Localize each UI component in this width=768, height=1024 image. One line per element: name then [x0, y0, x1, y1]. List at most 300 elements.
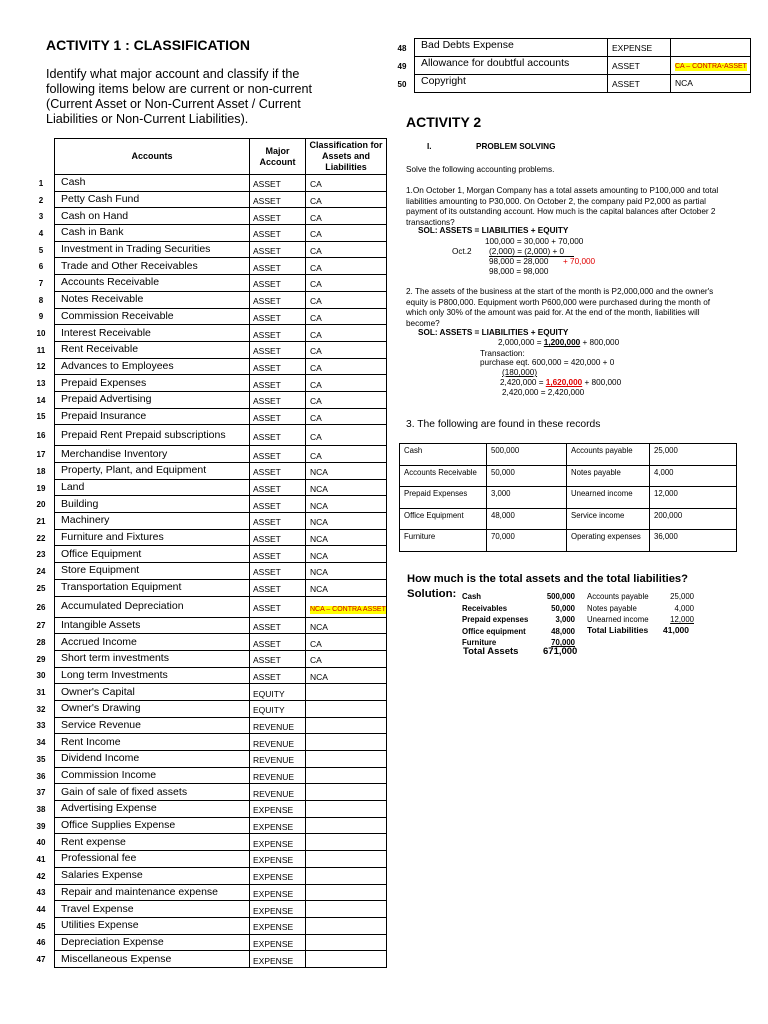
solution-asset-label: Office equipment: [462, 626, 526, 636]
row-number: 13: [36, 379, 46, 389]
activity2-title: ACTIVITY 2: [406, 114, 482, 130]
major-account: EXPENSE: [250, 934, 306, 951]
solution-liability-value: 12,000: [670, 615, 694, 624]
account-name: Prepaid Insurance: [55, 408, 250, 425]
major-account: ASSET: [250, 563, 306, 580]
classification: NCA: [306, 579, 387, 596]
row-number: 9: [38, 312, 44, 322]
account-name: Cash: [55, 175, 250, 192]
problem1-line4: 98,000 = 98,000: [489, 267, 549, 276]
account-name: Short term investments: [55, 650, 250, 667]
account-name: Intangible Assets: [55, 617, 250, 634]
problem2-sol: SOL: ASSETS = LIABILITIES + EQUITY: [418, 328, 569, 337]
classification: CA: [306, 308, 387, 325]
classification: [306, 784, 387, 801]
record-value: 25,000: [650, 444, 737, 466]
table-row: [55, 817, 387, 834]
major-account: ASSET: [250, 496, 306, 513]
major-account: ASSET: [250, 479, 306, 496]
account-name: Bad Debts Expense: [415, 39, 608, 57]
row-number: 8: [38, 295, 44, 305]
major-account: REVENUE: [250, 751, 306, 768]
activity2-intro: Solve the following accounting problems.: [406, 165, 555, 174]
row-number: 3: [38, 212, 44, 222]
record-label: Prepaid Expenses: [400, 487, 487, 509]
classification: CA: [306, 446, 387, 463]
account-name: Interest Receivable: [55, 325, 250, 342]
account-name: Accounts Receivable: [55, 275, 250, 292]
classification: CA: [306, 358, 387, 375]
table-row: [55, 751, 387, 768]
problem1-line1: 100,000 = 30,000 + 70,000: [485, 237, 584, 246]
problem2-line5-liab: 1,620,000: [545, 378, 583, 387]
problem2-line1-assets: 2,000,000 =: [498, 338, 542, 347]
record-value: 3,000: [487, 487, 567, 509]
major-account: ASSET: [250, 375, 306, 392]
classification: [671, 57, 751, 75]
classification: CA: [306, 275, 387, 292]
table-row: [55, 291, 387, 308]
table-row: [55, 951, 387, 968]
row-number: 19: [36, 483, 46, 493]
row-number: 44: [36, 905, 46, 915]
classification: CA: [306, 225, 387, 242]
classification: CA: [306, 208, 387, 225]
account-name: Dividend Income: [55, 751, 250, 768]
major-account: ASSET: [250, 617, 306, 634]
classification: [306, 917, 387, 934]
major-account: ASSET: [250, 341, 306, 358]
classification: CA: [306, 175, 387, 192]
classification-table: [54, 138, 387, 968]
problem3-text: 3. The following are found in these records: [406, 419, 601, 430]
table-row: [55, 341, 387, 358]
row-number: 29: [36, 654, 46, 664]
row-number: 31: [36, 688, 46, 698]
row-number: 36: [36, 771, 46, 781]
table-row: [55, 358, 387, 375]
problem2-line4: (180,000): [502, 368, 538, 377]
table-row: [55, 596, 387, 617]
row-number: 38: [36, 804, 46, 814]
classification: [306, 901, 387, 918]
account-name: Accumulated Depreciation: [55, 596, 250, 617]
record-value: 50,000: [487, 465, 567, 487]
row-number: 16: [36, 431, 46, 441]
table-row: [415, 75, 751, 93]
record-value: 4,000: [650, 465, 737, 487]
major-account: EQUITY: [250, 700, 306, 717]
record-label: Furniture: [400, 530, 487, 552]
classification: [306, 596, 387, 617]
table-row: [55, 446, 387, 463]
account-name: Cash in Bank: [55, 225, 250, 242]
table-row: [55, 529, 387, 546]
classification: NCA: [306, 513, 387, 530]
major-account: REVENUE: [250, 784, 306, 801]
table-row: [400, 444, 737, 466]
major-account: ASSET: [250, 175, 306, 192]
account-name: Rent expense: [55, 834, 250, 851]
row-number: 47: [36, 955, 46, 965]
major-account: ASSET: [250, 634, 306, 651]
total-liabilities-value: 41,000: [663, 625, 689, 635]
account-name: Advertising Expense: [55, 801, 250, 818]
classification: [306, 767, 387, 784]
table-row: [55, 579, 387, 596]
record-label: Office Equipment: [400, 508, 487, 530]
account-name: Prepaid Expenses: [55, 375, 250, 392]
account-name: Cash on Hand: [55, 208, 250, 225]
row-number: 50: [397, 79, 407, 89]
account-name: Miscellaneous Expense: [55, 951, 250, 968]
row-number: 48: [397, 43, 407, 53]
major-account: ASSET: [250, 513, 306, 530]
classification: CA: [306, 291, 387, 308]
table-row: [55, 617, 387, 634]
classification: CA: [306, 258, 387, 275]
total-assets-label: Total Assets: [463, 646, 519, 657]
table-row: [55, 175, 387, 192]
classification: [306, 734, 387, 751]
row-number: 1: [38, 178, 44, 188]
major-account: EXPENSE: [250, 851, 306, 868]
problem2-line1: [498, 338, 619, 349]
solution-asset-value: 70,000: [551, 638, 575, 647]
major-account: EXPENSE: [250, 834, 306, 851]
problem2-line5-equity: + 800,000: [584, 378, 622, 387]
account-name: Land: [55, 479, 250, 496]
account-name: Copyright: [415, 75, 608, 93]
classification: CA: [306, 634, 387, 651]
table-row: [55, 884, 387, 901]
major-account: ASSET: [250, 291, 306, 308]
row-number: 5: [38, 245, 44, 255]
table-row: [55, 667, 387, 684]
account-name: Utilities Expense: [55, 917, 250, 934]
account-name: Investment in Trading Securities: [55, 241, 250, 258]
table-row: [55, 241, 387, 258]
classification: CA: [306, 391, 387, 408]
row-number: 18: [36, 466, 46, 476]
solution-asset-label: Receivables: [462, 603, 508, 613]
classification: [306, 700, 387, 717]
major-account-header: Major Account: [250, 139, 306, 175]
problem2-line1-liab: 1,200,000: [543, 338, 581, 347]
table-row: [55, 546, 387, 563]
table-row: [55, 717, 387, 734]
major-account: EXPENSE: [250, 884, 306, 901]
account-name: Building: [55, 496, 250, 513]
account-name: Property, Plant, and Equipment: [55, 463, 250, 480]
table-row: [55, 391, 387, 408]
row-number: 39: [36, 821, 46, 831]
table-row: [55, 634, 387, 651]
classification: NCA: [306, 667, 387, 684]
table-row: [400, 508, 737, 530]
table-row: [55, 917, 387, 934]
classification: [306, 867, 387, 884]
classification: [306, 684, 387, 701]
classification: CA: [306, 241, 387, 258]
classification: CA: [306, 191, 387, 208]
row-number: 34: [36, 738, 46, 748]
account-name: Furniture and Fixtures: [55, 529, 250, 546]
major-account: ASSET: [250, 275, 306, 292]
row-number: 21: [36, 516, 46, 526]
account-name: Rent Income: [55, 734, 250, 751]
record-label: Unearned income: [567, 487, 650, 509]
major-account: EXPENSE: [250, 917, 306, 934]
accounts-header: Accounts: [55, 139, 250, 175]
row-number: 33: [36, 721, 46, 731]
table-row: [415, 39, 751, 57]
major-account: EXPENSE: [250, 817, 306, 834]
classification-highlight: CA – CONTRA-ASSET: [675, 63, 747, 70]
classification: [306, 934, 387, 951]
classification: NCA: [306, 617, 387, 634]
total-assets-value: 671,000: [543, 646, 578, 657]
account-name: Salaries Expense: [55, 867, 250, 884]
solution-label: Solution:: [407, 588, 457, 600]
problem1-line3-equity: + 70,000: [563, 257, 596, 266]
table-row: [55, 700, 387, 717]
table-row: [55, 225, 387, 242]
major-account: EXPENSE: [250, 901, 306, 918]
classification: [306, 884, 387, 901]
row-number: 20: [36, 500, 46, 510]
classification: CA: [306, 325, 387, 342]
account-name: Long term Investments: [55, 667, 250, 684]
classification: NCA: [671, 75, 751, 93]
table-row: [55, 767, 387, 784]
classification: CA: [306, 650, 387, 667]
table-row: [55, 258, 387, 275]
account-name: Prepaid Advertising: [55, 391, 250, 408]
classification-highlight: NCA – CONTRA ASSET: [310, 605, 386, 613]
account-name: Service Revenue: [55, 717, 250, 734]
row-number: 35: [36, 754, 46, 764]
record-value: 500,000: [487, 444, 567, 466]
row-number: 2: [38, 195, 44, 205]
classification: [306, 801, 387, 818]
solution-liability-value: 4,000: [674, 603, 694, 613]
row-number: 24: [36, 566, 46, 576]
row-number: 37: [36, 788, 46, 798]
classification: CA: [306, 425, 387, 446]
account-name: Depreciation Expense: [55, 934, 250, 951]
table-row: [55, 463, 387, 480]
account-name: Professional fee: [55, 851, 250, 868]
account-name: Advances to Employees: [55, 358, 250, 375]
classification: NCA: [306, 563, 387, 580]
table-row: [55, 208, 387, 225]
major-account: ASSET: [608, 57, 671, 75]
account-name: Machinery: [55, 513, 250, 530]
account-name: Notes Receivable: [55, 291, 250, 308]
row-number: 25: [36, 583, 46, 593]
table-row: [55, 650, 387, 667]
row-number: 23: [36, 550, 46, 560]
record-value: 36,000: [650, 530, 737, 552]
major-account: ASSET: [250, 308, 306, 325]
question: How much is the total assets and the total liabilities?: [407, 573, 688, 585]
major-account: ASSET: [250, 446, 306, 463]
table-row: [55, 784, 387, 801]
account-name: Commission Income: [55, 767, 250, 784]
major-account: ASSET: [250, 408, 306, 425]
problem2-transaction-label: Transaction:: [480, 349, 525, 358]
solution-asset-label: Cash: [462, 592, 482, 601]
solution-asset-value: 50,000: [551, 603, 575, 613]
major-account: ASSET: [250, 529, 306, 546]
solution-liability-label: Unearned income: [587, 615, 649, 624]
section-title: PROBLEM SOLVING: [476, 142, 556, 151]
row-number: 27: [36, 621, 46, 631]
problem2-line5: [500, 378, 621, 389]
account-name: Owner's Capital: [55, 684, 250, 701]
activity1-instructions: Identify what major account and classify if the following items below are current or non-current (Current Asset or Non-Current Asset / Current Liabilities or Non-Current Liabilities).: [46, 67, 312, 126]
row-number: 15: [36, 412, 46, 422]
row-number: 11: [36, 345, 46, 355]
account-name: Office Supplies Expense: [55, 817, 250, 834]
major-account: REVENUE: [250, 734, 306, 751]
table-row: [55, 867, 387, 884]
row-number: 28: [36, 638, 46, 648]
table-row: [55, 934, 387, 951]
table-row: [55, 563, 387, 580]
classification-header: Classification for Assets and Liabilities: [306, 139, 387, 175]
account-name: Gain of sale of fixed assets: [55, 784, 250, 801]
record-label: Accounts payable: [567, 444, 650, 466]
account-name: Prepaid Rent Prepaid subscriptions: [55, 425, 250, 446]
classification: [671, 39, 751, 57]
major-account: ASSET: [250, 208, 306, 225]
major-account: EXPENSE: [250, 801, 306, 818]
major-account: EXPENSE: [250, 867, 306, 884]
total-liabilities-label: Total Liabilities: [587, 625, 649, 635]
problem2-line6: 2,420,000 = 2,420,000: [502, 388, 585, 397]
major-account: ASSET: [250, 241, 306, 258]
major-account: EXPENSE: [608, 39, 671, 57]
problem2-text: 2. The assets of the business at the start of the month is P2,000,000 and the owner's equity is P800,000. Equipment worth P600,000 were purchased during the month of which only 30% of the amount was paid for. At the end of the month, liabilities will become?: [406, 287, 714, 328]
table-row: [55, 408, 387, 425]
row-number: 45: [36, 921, 46, 931]
row-number: 32: [36, 704, 46, 714]
major-account: ASSET: [250, 358, 306, 375]
records-table: [399, 443, 737, 552]
classification: [306, 851, 387, 868]
solution-asset-label: Prepaid expenses: [462, 615, 529, 624]
table-row: [55, 191, 387, 208]
table-row: [55, 801, 387, 818]
account-name: Repair and maintenance expense: [55, 884, 250, 901]
account-name: Travel Expense: [55, 901, 250, 918]
major-account: ASSET: [250, 546, 306, 563]
major-account: EXPENSE: [250, 951, 306, 968]
major-account: ASSET: [250, 325, 306, 342]
solution-liability-label: Notes payable: [587, 603, 637, 613]
account-name: Accrued Income: [55, 634, 250, 651]
row-number: 43: [36, 888, 46, 898]
major-account: ASSET: [250, 191, 306, 208]
classification: NCA: [306, 496, 387, 513]
account-name: Store Equipment: [55, 563, 250, 580]
table-row: [55, 308, 387, 325]
classification: NCA: [306, 529, 387, 546]
major-account: ASSET: [250, 463, 306, 480]
account-name: Office Equipment: [55, 546, 250, 563]
solution-asset-label: Furniture: [462, 638, 497, 647]
account-name: Petty Cash Fund: [55, 191, 250, 208]
problem1-line2-label: Oct.2: [452, 247, 472, 256]
account-name: Transportation Equipment: [55, 579, 250, 596]
activity1-title: ACTIVITY 1 : CLASSIFICATION: [46, 37, 251, 53]
problem1-sol: SOL: ASSETS = LIABILITIES + EQUITY: [418, 226, 569, 235]
table-row: [55, 684, 387, 701]
major-account: ASSET: [250, 225, 306, 242]
major-account: ASSET: [250, 391, 306, 408]
account-name: Allowance for doubtful accounts: [415, 57, 608, 75]
classification: [306, 817, 387, 834]
classification: [306, 834, 387, 851]
classification: CA: [306, 408, 387, 425]
row-number: 42: [36, 871, 46, 881]
row-number: 46: [36, 938, 46, 948]
table-row: [400, 487, 737, 509]
table-row: [55, 734, 387, 751]
table-row: [400, 465, 737, 487]
record-value: 48,000: [487, 508, 567, 530]
table-row: [400, 530, 737, 552]
table-row: [55, 375, 387, 392]
row-number: 49: [397, 61, 407, 71]
table-row: [55, 325, 387, 342]
table-row: [55, 901, 387, 918]
section-number: I.: [427, 142, 432, 151]
row-number: 12: [36, 362, 46, 372]
account-name: Owner's Drawing: [55, 700, 250, 717]
major-account: REVENUE: [250, 717, 306, 734]
account-name: Merchandise Inventory: [55, 446, 250, 463]
solution-asset-value: 48,000: [551, 626, 575, 636]
solution-liability-label: Accounts payable: [587, 592, 649, 601]
major-account: ASSET: [250, 596, 306, 617]
solution-liability-value: 25,000: [670, 592, 694, 601]
table-row: [415, 57, 751, 75]
row-number: 30: [36, 671, 46, 681]
row-number: 14: [36, 395, 46, 405]
row-number: 41: [36, 854, 46, 864]
table-row: [55, 851, 387, 868]
record-value: 70,000: [487, 530, 567, 552]
row-number: 22: [36, 533, 46, 543]
table-row: [55, 834, 387, 851]
account-name: Trade and Other Receivables: [55, 258, 250, 275]
table-row: [55, 275, 387, 292]
classification: [306, 717, 387, 734]
record-label: Accounts Receivable: [400, 465, 487, 487]
account-name: Rent Receivable: [55, 341, 250, 358]
table-row: [55, 513, 387, 530]
major-account: ASSET: [250, 579, 306, 596]
record-value: 12,000: [650, 487, 737, 509]
solution-asset-value: 3,000: [555, 615, 575, 624]
classification-table-continued: [414, 38, 751, 93]
classification: CA: [306, 341, 387, 358]
record-label: Operating expenses: [567, 530, 650, 552]
major-account: ASSET: [250, 667, 306, 684]
